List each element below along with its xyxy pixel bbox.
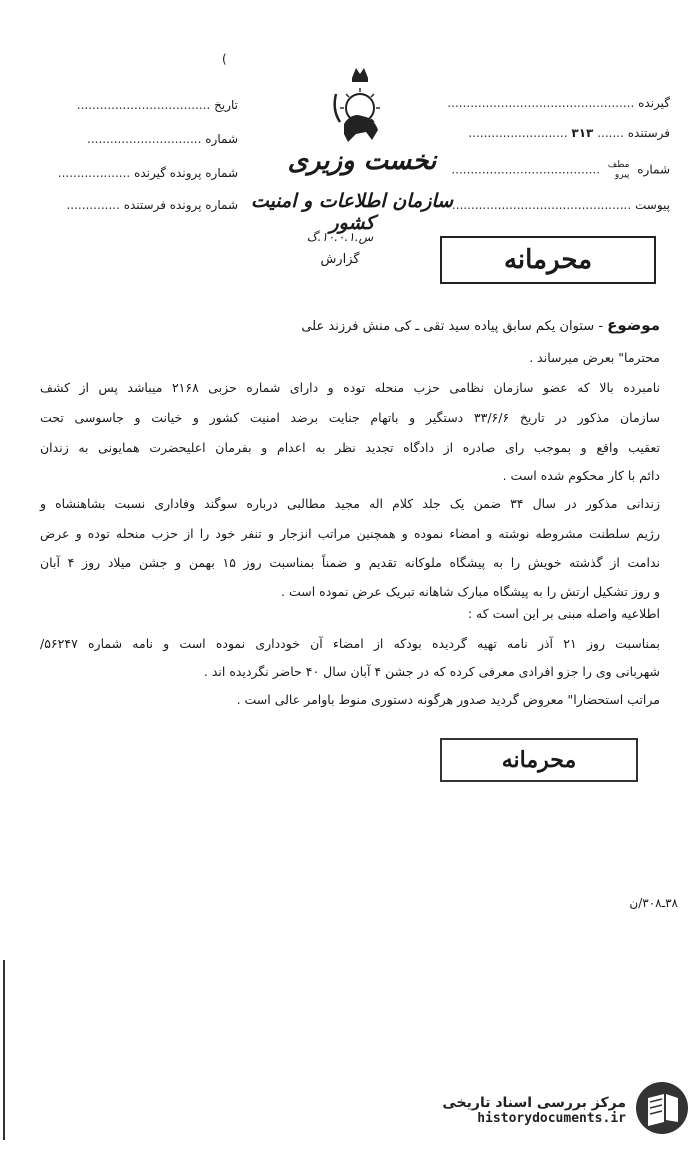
field-recipient: [447, 96, 670, 110]
confidential-stamp: [440, 236, 656, 284]
greeting: محترما" بعرض میرساند .: [529, 350, 660, 365]
lion-and-sun-emblem: [322, 64, 398, 148]
footer-org-name: مرکز بررسی اسناد تاریخی: [442, 1094, 626, 1111]
para3-line1: اطلاعیه واصله مبنی بر این است که :: [467, 606, 660, 621]
field-recipient-label: گیرنده: [638, 96, 670, 110]
field-recipient-file: شماره پرونده گیرنده ...................: [57, 166, 238, 180]
org-subtitle: سازمان اطلاعات و امنیت کشور: [250, 190, 454, 234]
margin-line: [3, 960, 5, 1140]
reference-number: ۳۸ـ۳۰۸/ن: [629, 896, 678, 910]
field-number-label: شماره: [637, 162, 670, 177]
footer-logo-icon: [634, 1080, 690, 1140]
org-title: نخست وزیری: [287, 146, 437, 176]
para2-line1: زندانی مذکور در سال ۳۴ ضمن یک جلد کلام اله مجید مطالبی درباره سوگند وفاداری نسبت بشاهنشاه و: [40, 496, 660, 511]
bottom-stamp-text: محرمانه: [501, 747, 577, 773]
field-sender-file-label: شماره پرونده فرستنده: [123, 198, 238, 212]
bottom-confidential-stamp: [440, 738, 638, 782]
para2-line2: رژیم سلطنت مشروطه نوشته و امضاء نموده و همچنین مراتب انزجار و تنفر خود را از حزب منحله توده و عرض: [40, 526, 660, 541]
field-number-sub-2: پیرو: [614, 170, 630, 180]
field-sender: فرستنده ....... ۳۱۳ ..........................: [468, 126, 670, 140]
field-sender-file: شماره پرونده فرستنده ..............: [66, 198, 238, 212]
para2-line4: و روز تشکیل ارتش را به پیشگاه مبارک شاهانه تبریک عرض نموده است .: [281, 584, 660, 599]
subject-label: موضوع: [607, 316, 660, 334]
footer-watermark: [442, 1080, 690, 1140]
field-left-number-label: شماره: [205, 132, 238, 146]
subject-line: موضوع - ستوان یکم سابق پیاده سید تقی ـ کی منش فرزند علی: [301, 316, 660, 334]
para4-line1: بمناسبت روز ۲۱ آذر نامه تهیه گردیده بودکه از امضاء آن خودداری نموده است و نامه شماره ۵۶۲۴۷/: [40, 636, 660, 651]
field-number: شماره مطف پیرو .......................................: [451, 160, 670, 180]
subject-text: ستوان یکم سابق پیاده سید تقی ـ کی منش فرزند علی: [301, 319, 595, 334]
confidential-stamp-text: محرمانه: [503, 245, 593, 275]
field-sender-label: فرستنده: [627, 126, 670, 140]
top-mark: (: [222, 52, 227, 66]
field-left-number: شماره ..............................: [87, 132, 238, 146]
field-attachment-label: پیوست: [635, 198, 670, 212]
field-attachment: پیوست ...............................................: [451, 198, 670, 212]
doc-type: گزارش: [320, 252, 360, 267]
para1-line2: سازمان مذکور در تاریخ ۳۳/۶/۶ دستگیر و باتهام جنایت برضد امنیت کشور و خیانت و جاسوسی تحت: [40, 410, 660, 425]
field-date: تاریخ ...................................: [76, 98, 238, 112]
para1-line3: تعقیب واقع و بموجب رای صادره از دادگاه تجدید نظر به اعدام و بفرمان اعلیحضرت همایونی به زندان: [40, 440, 660, 455]
para4-line2: شهربانی وی را جزو افرادی معرفی کرده که در جشن ۴ آبان سال ۴۰ حاضر نگردیده اند .: [203, 664, 660, 679]
para1-line1: نامبرده بالا که عضو سازمان نظامی حزب منحله توده و دارای شماره حزبی ۲۱۶۸ میباشد پس از کشف: [40, 380, 660, 395]
footer-website: historydocuments.ir: [477, 1110, 626, 1126]
field-sender-value: ۳۱۳: [571, 126, 594, 140]
para2-line3: ندامت از گذشته خویش را به پیشگاه ملوکانه تقدیم و ضمناً بمناسبت روز ۱۵ بهمن و جشن میلاد روز ۴ آبان: [40, 555, 660, 570]
field-number-sub-1: مطف: [607, 160, 630, 170]
field-recipient-file-label: شماره پرونده گیرنده: [134, 166, 238, 180]
para5-line1: مراتب استحضارا" معروض گردید صدور هرگونه دستوری منوط باوامر عالی است .: [236, 692, 660, 707]
para1-line4: دائم با کار محکوم شده است .: [502, 468, 660, 483]
field-recipient-dots: .................................................: [447, 96, 635, 110]
doc-code: س.۱۰.۰.۱.گ: [306, 230, 374, 244]
field-date-label: تاریخ: [214, 98, 238, 112]
